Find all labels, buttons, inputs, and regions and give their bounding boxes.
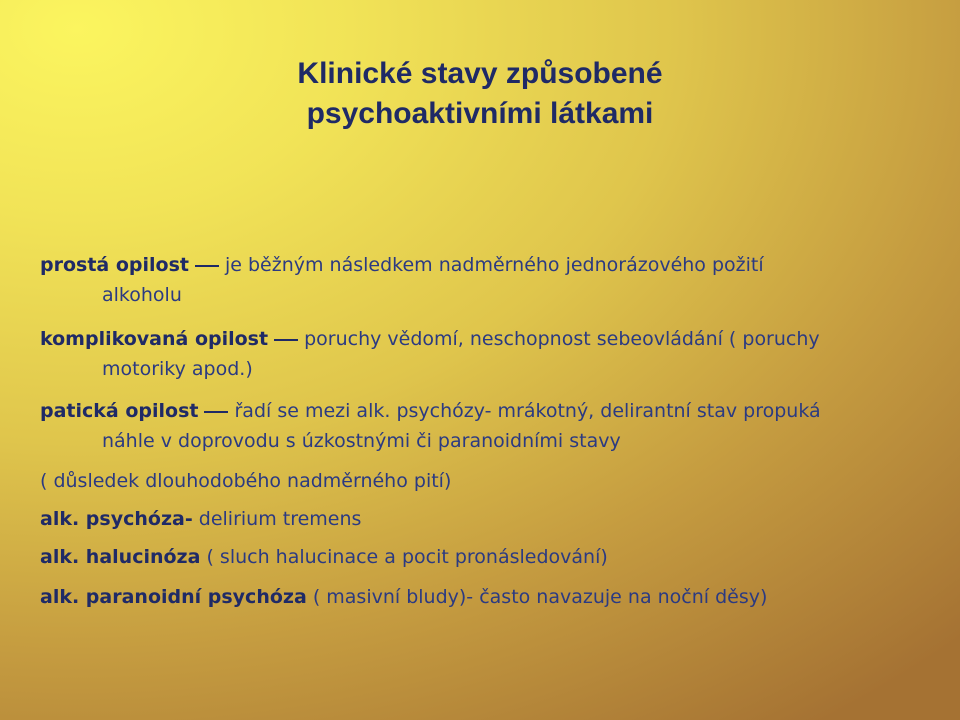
item-description: řadí se mezi alk. psychózy- mrákotný, delirantní stav propuká: [234, 400, 821, 422]
item-term: patická opilost: [40, 400, 199, 422]
dash-separator: [274, 339, 298, 341]
title-line-1: Klinické stavy způsobené: [297, 57, 663, 90]
item-description: ( důsledek dlouhodobého nadměrného pití): [40, 470, 452, 492]
title-line-2: psychoaktivními látkami: [306, 97, 654, 130]
item-description: delirium tremens: [192, 508, 362, 530]
item-continuation: alkoholu: [102, 284, 182, 306]
dash-separator: [204, 411, 228, 413]
item-term: alk. psychóza-: [40, 508, 193, 530]
dash-separator: [195, 265, 219, 267]
item-alk-halucinoza: [40, 540, 608, 574]
item-description: poruchy vědomí, neschopnost sebeovládání ( poruchy: [304, 328, 820, 350]
item-continuation: motoriky apod.): [102, 358, 253, 380]
item-paticka-opilost: [40, 394, 821, 428]
item-description: ( masivní bludy)- často navazuje na noční děsy): [306, 586, 768, 608]
item-prosta-opilost: [40, 248, 764, 282]
item-alk-psychoza: [40, 502, 361, 536]
item-description: je běžným následkem nadměrného jednorázového požití: [224, 254, 764, 276]
item-continuation: náhle v doprovodu s úzkostnými či paranoidními stavy: [102, 430, 621, 452]
item-description: ( sluch halucinace a pocit pronásledování): [200, 546, 608, 568]
item-term: alk. halucinóza: [40, 546, 201, 568]
item-note: [40, 464, 451, 498]
item-term: prostá opilost: [40, 254, 189, 276]
item-term: alk. paranoidní psychóza: [40, 586, 307, 608]
item-term: komplikovaná opilost: [40, 328, 269, 350]
item-komplikovana-opilost: [40, 322, 820, 356]
item-alk-paranoidni-psychoza: [40, 580, 767, 614]
slide-title: [0, 54, 960, 134]
